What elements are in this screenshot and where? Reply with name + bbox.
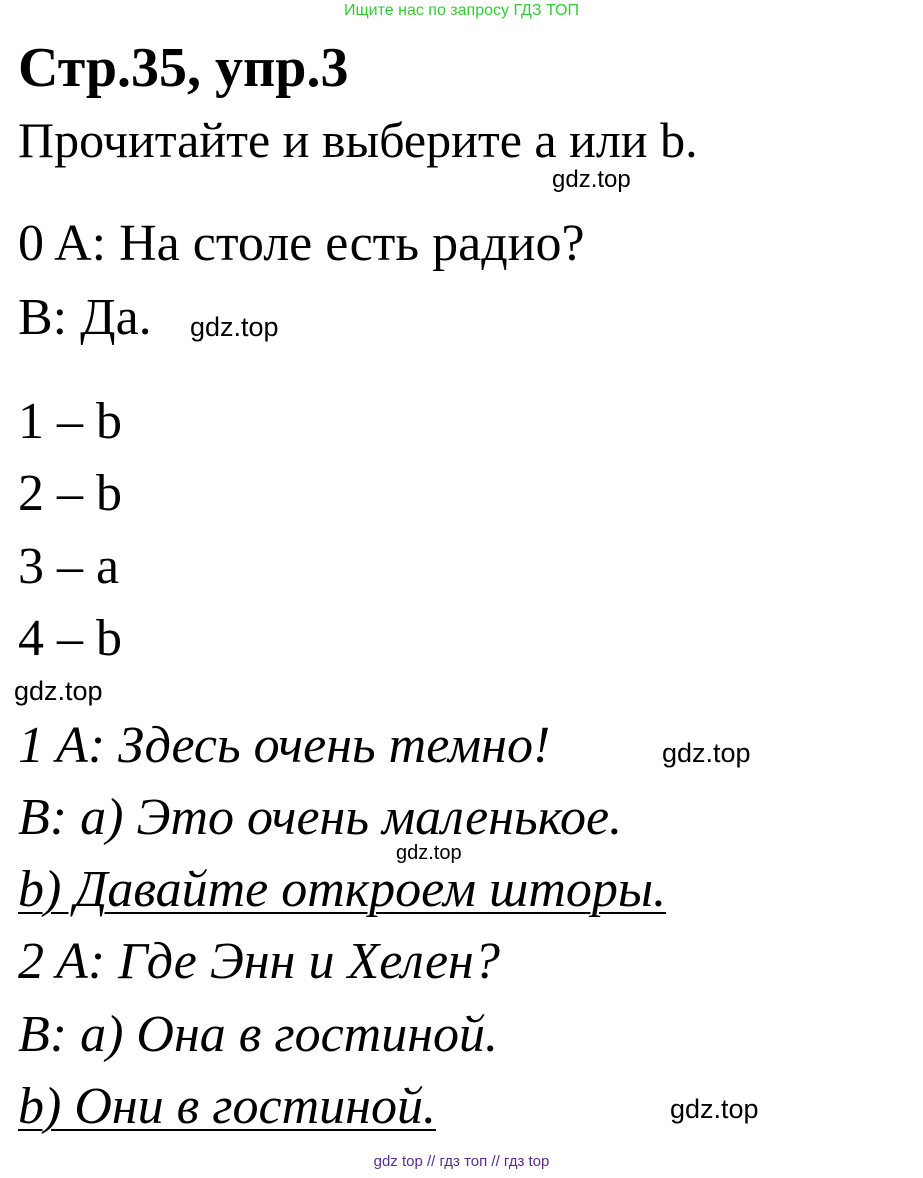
dialogue-2-option-a: B: a) Она в гостиной. [18, 1006, 499, 1063]
dialogue-1-question: 1 A: Здесь очень темно! [18, 717, 551, 774]
watermark: gdz.top [670, 1094, 759, 1124]
example-line-a: 0 A: На столе есть радио? [18, 215, 585, 272]
dialogue-1-option-a: B: a) Это очень маленькое. [18, 789, 623, 846]
answer-item: 1 – b [18, 393, 122, 450]
answer-item: 3 – a [18, 538, 120, 595]
answer-item: 4 – b [18, 610, 122, 667]
dialogue-1-option-b: b) Давайте откроем шторы. [18, 861, 667, 918]
answer-item: 2 – b [18, 465, 122, 522]
watermark: gdz.top [190, 312, 279, 342]
footer-links[interactable]: gdz top // гдз топ // гдз top [373, 1153, 550, 1170]
dialogue-2-option-b: b) Они в гостиной. [18, 1078, 436, 1135]
instruction: Прочитайте и выберите a или b. [18, 112, 698, 168]
watermark: gdz.top [396, 842, 462, 864]
watermark: gdz.top [662, 738, 751, 768]
example-line-b: B: Да. [18, 289, 152, 346]
watermark: gdz.top [552, 166, 631, 193]
dialogue-2-question: 2 A: Где Энн и Хелен? [18, 933, 500, 990]
page-title: Стр.35, упр.3 [18, 37, 349, 99]
watermark: gdz.top [14, 676, 103, 706]
top-banner: Ищите нас по запросу ГДЗ ТОП [344, 2, 579, 19]
